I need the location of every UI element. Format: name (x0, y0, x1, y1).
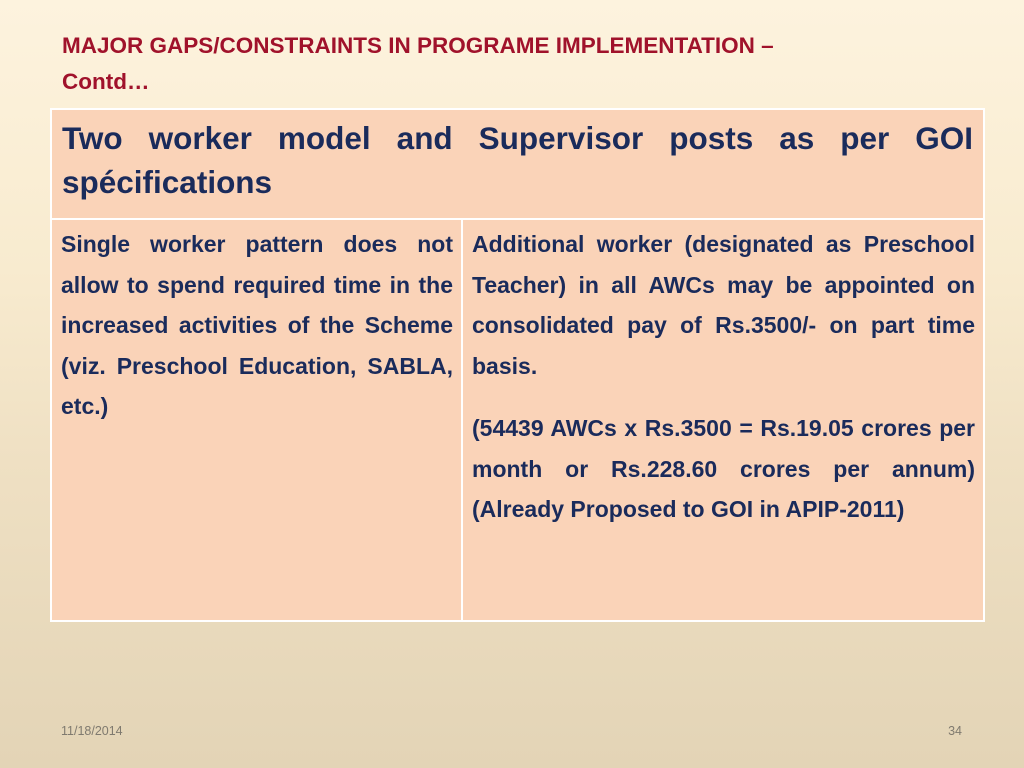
table-header-cell: Two worker model and Supervisor posts as per GOI spécifications (51, 109, 984, 219)
slide-title (62, 28, 962, 100)
proposed-solution-cell (462, 219, 984, 621)
slide-number: 34 (948, 724, 962, 738)
content-table (50, 108, 985, 622)
footer-date: 11/18/2014 (61, 724, 123, 738)
proposed-solution-text: Additional worker (designated as Preschool Teacher) in all AWCs may be appointed on consolidated pay of Rs.3500/- on part time basis. (472, 231, 975, 379)
cost-estimate-text: (54439 AWCs x Rs.3500 = Rs.19.05 crores per month or Rs.228.60 crores per annum) (Already Proposed to GOI in APIP-2011) (472, 415, 975, 522)
slide-title-line-2: Contd… (62, 69, 150, 94)
table-header-row (51, 109, 984, 219)
gap-description-cell (51, 219, 462, 621)
table-row (51, 219, 984, 621)
gap-description-text: Single worker pattern does not allow to spend required time in the increased activities of the Scheme (viz. Preschool Education, SABLA, etc.) (61, 231, 453, 419)
slide-title-line-1: MAJOR GAPS/CONSTRAINTS IN PROGRAME IMPLEMENTATION – (62, 33, 774, 58)
